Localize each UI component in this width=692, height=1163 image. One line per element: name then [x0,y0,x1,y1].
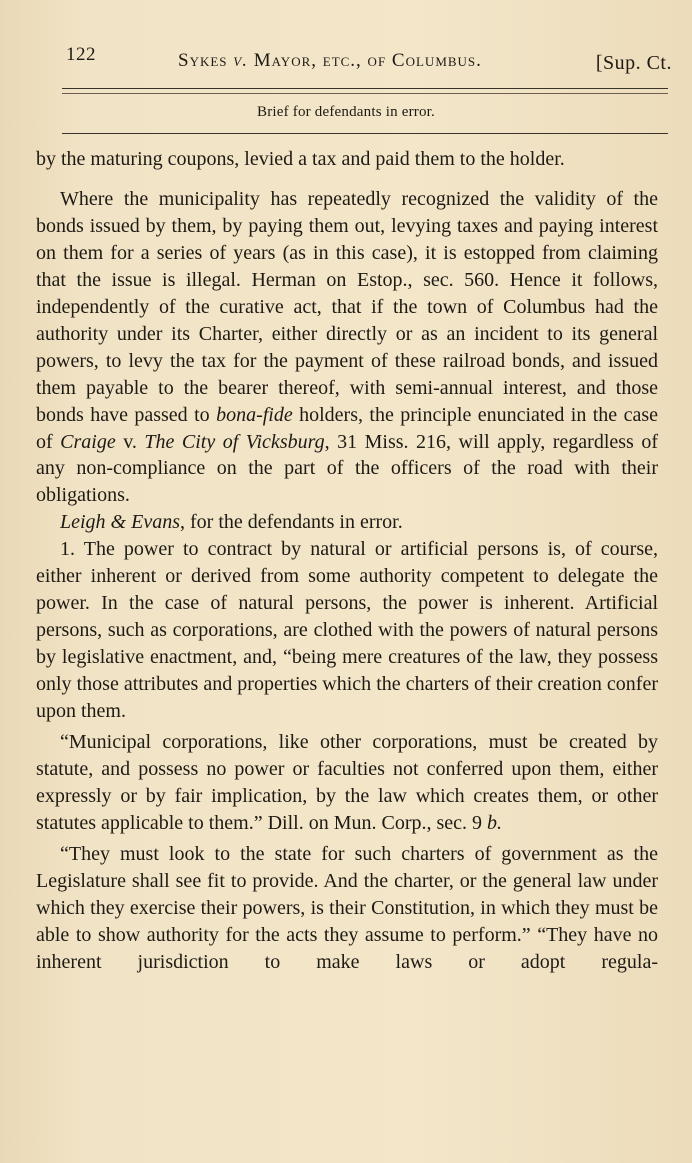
paragraph-counsel: Leigh & Evans, for the defendants in error. [60,511,403,534]
header-rule-secondary [62,93,668,94]
case-title: Sykes v. Mayor, etc., of Columbus. [178,50,482,71]
paragraph-power-to-contract: 1. The power to contract by natural or artificial persons is, of course, either inherent or derived from some authority competent to delegate the power. In the case of natural persons, the power is inherent. Artificial persons, such as corporations, are clothed with the powers of natural persons by legislative enactment, and, “being mere creatures of the law, they possess only those attributes and properties which the charters of their creation confer upon them. [36,538,658,723]
page-number: 122 [66,44,96,65]
paragraph-estoppel: Where the municipality has repeatedly recognized the validity of the bonds issued by them, by paying them out, levying taxes and paying interest on them for a series of years (as in this case), it is estopped from claiming that the issue is illegal. Herman on Estop., sec. 560. Hence it follows, independently of the curative act, that if the town of Columbus had the authority under its Charter, either directly or as an incident to its general powers, to levy the tax for the payment of these railroad bonds, and issued them payable to the bearer thereof, with semi-annual interest, and those bonds have passed to bona-fide holders, the principle enunciated in the case of Craige v. The City of Vicksburg, 31 Miss. 216, will apply, regardless of any non-compliance on the part of the officers of the road with their obligations. [36,187,659,507]
running-head [66,44,672,78]
body-text [36,146,658,976]
section-subhead: Brief for defendants in error. [256,104,436,120]
paragraph-continuation: by the maturing coupons, levied a tax and paid them to the holder. [36,148,565,170]
paragraph-state-charters: “They must look to the state for such charters of government as the Legislature shall see fit to provide. And the charter, or the general law under which they exercise their powers, is their Constitution, in which they must be able to show authority for the acts they assume to perform.” “They have no inherent jurisdiction to make laws or adopt regula- [36,842,658,973]
court-abbreviation: [Sup. Ct. [595,52,672,74]
header-rule [62,88,668,89]
paragraph-municipal-corporations: “Municipal corporations, like other corporations, must be created by statute, and possess no power or faculties not conferred upon them, either expressly or by fair implication, by the law which creates them, or other statutes applicable to them.” Dill. on Mun. Corp., sec. 9 b. [36,731,658,834]
subhead-rule [62,133,668,134]
